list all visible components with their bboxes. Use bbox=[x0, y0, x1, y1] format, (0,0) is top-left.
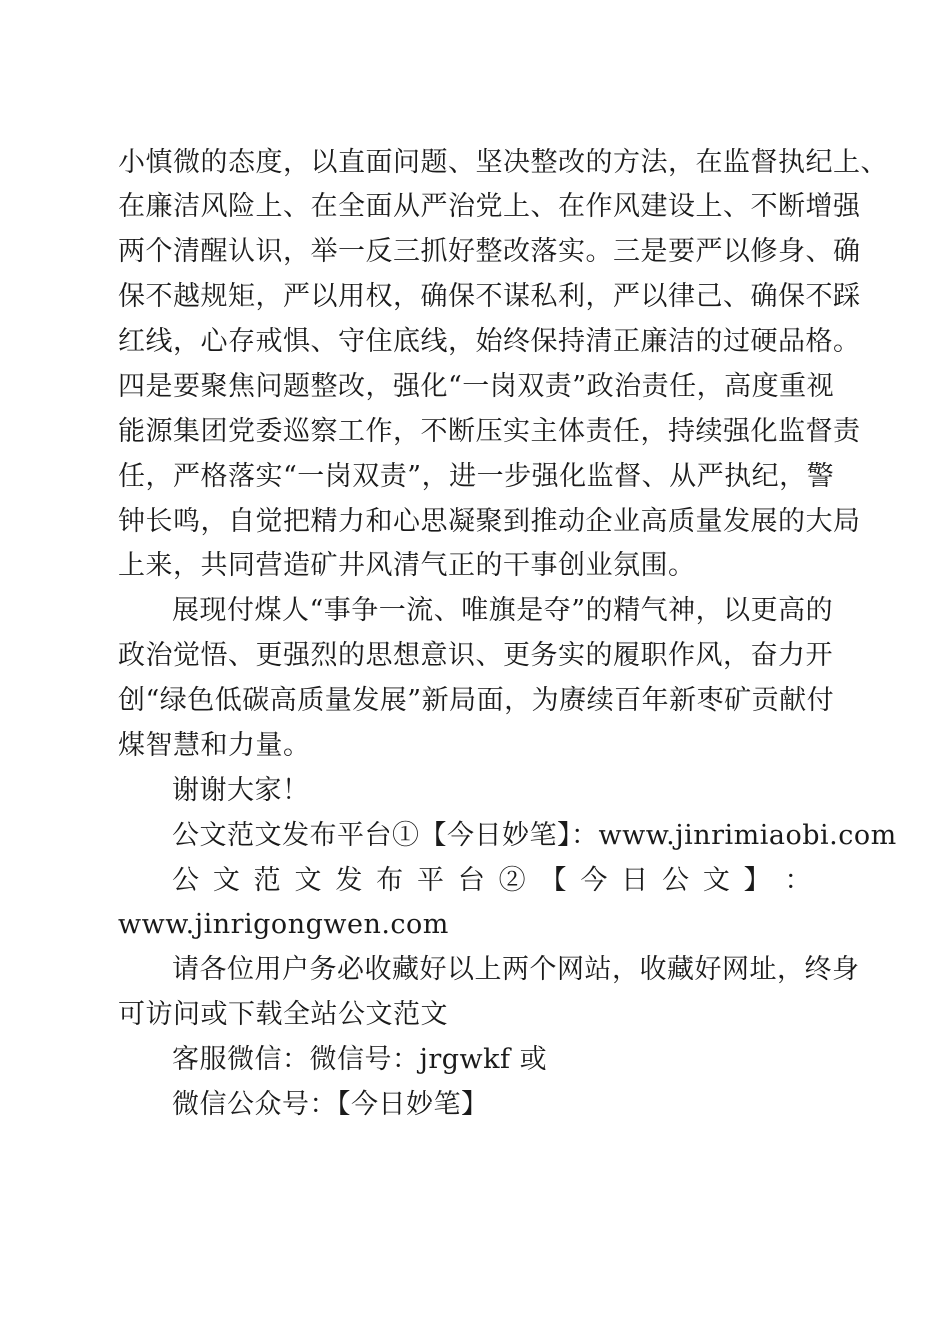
body-line: 政治觉悟、更强烈的思想意识、更务实的履职作风，奋力开 bbox=[118, 640, 833, 671]
body-line: 任，严格落实“一岗双责”，进一步强化监督、从严执纪，警 bbox=[118, 461, 835, 492]
notice-line: 请各位用户务必收藏好以上两个网站，收藏好网址，终身 bbox=[172, 954, 860, 985]
body-line: 两个清醒认识，举一反三抓好整改落实。三是要严以修身、确 bbox=[118, 236, 861, 267]
body-line: 红线，心存戒惧、守住底线，始终保持清正廉洁的过硬品格。 bbox=[118, 326, 861, 357]
thanks-line: 谢谢大家！ bbox=[172, 775, 310, 806]
body-line: 煤智慧和力量。 bbox=[118, 730, 311, 761]
wechat-official-account: 微信公众号：【今日妙笔】 bbox=[172, 1089, 489, 1120]
body-line: 小慎微的态度，以直面问题、坚决整改的方法，在监督执纪上、 bbox=[118, 147, 888, 178]
paragraph-first-line: 展现付煤人“事争一流、唯旗是夺”的精气神，以更高的 bbox=[172, 595, 834, 626]
body-line: 四是要聚焦问题整改，强化“一岗双责”政治责任，高度重视 bbox=[118, 371, 835, 402]
body-line: 上来，共同营造矿井风清气正的干事创业氛围。 bbox=[118, 550, 696, 581]
platform-link-2-url[interactable]: www.jinrigongwen.com bbox=[118, 909, 449, 940]
body-line: 创“绿色低碳高质量发展”新局面，为赓续百年新枣矿贡献付 bbox=[118, 685, 835, 716]
body-line: 保不越规矩，严以用权，确保不谋私利，严以律己、确保不踩 bbox=[118, 281, 861, 312]
body-line: 钟长鸣，自觉把精力和心思凝聚到推动企业高质量发展的大局 bbox=[118, 506, 861, 537]
platform-link-1[interactable]: 公文范文发布平台①【今日妙笔】：www.jinrimiaobi.com bbox=[172, 820, 897, 851]
body-line: 能源集团党委巡察工作，不断压实主体责任，持续强化监督责 bbox=[118, 416, 861, 447]
customer-service-wechat: 客服微信：微信号：jrgwkf 或 bbox=[172, 1044, 548, 1075]
platform-link-2-label: 公 文 范 文 发 布 平 台 ② 【 今 日 公 文 】 ： bbox=[172, 865, 812, 896]
notice-line-cont: 可访问或下载全站公文范文 bbox=[118, 999, 448, 1030]
body-line: 在廉洁风险上、在全面从严治党上、在作风建设上、不断增强 bbox=[118, 191, 861, 222]
